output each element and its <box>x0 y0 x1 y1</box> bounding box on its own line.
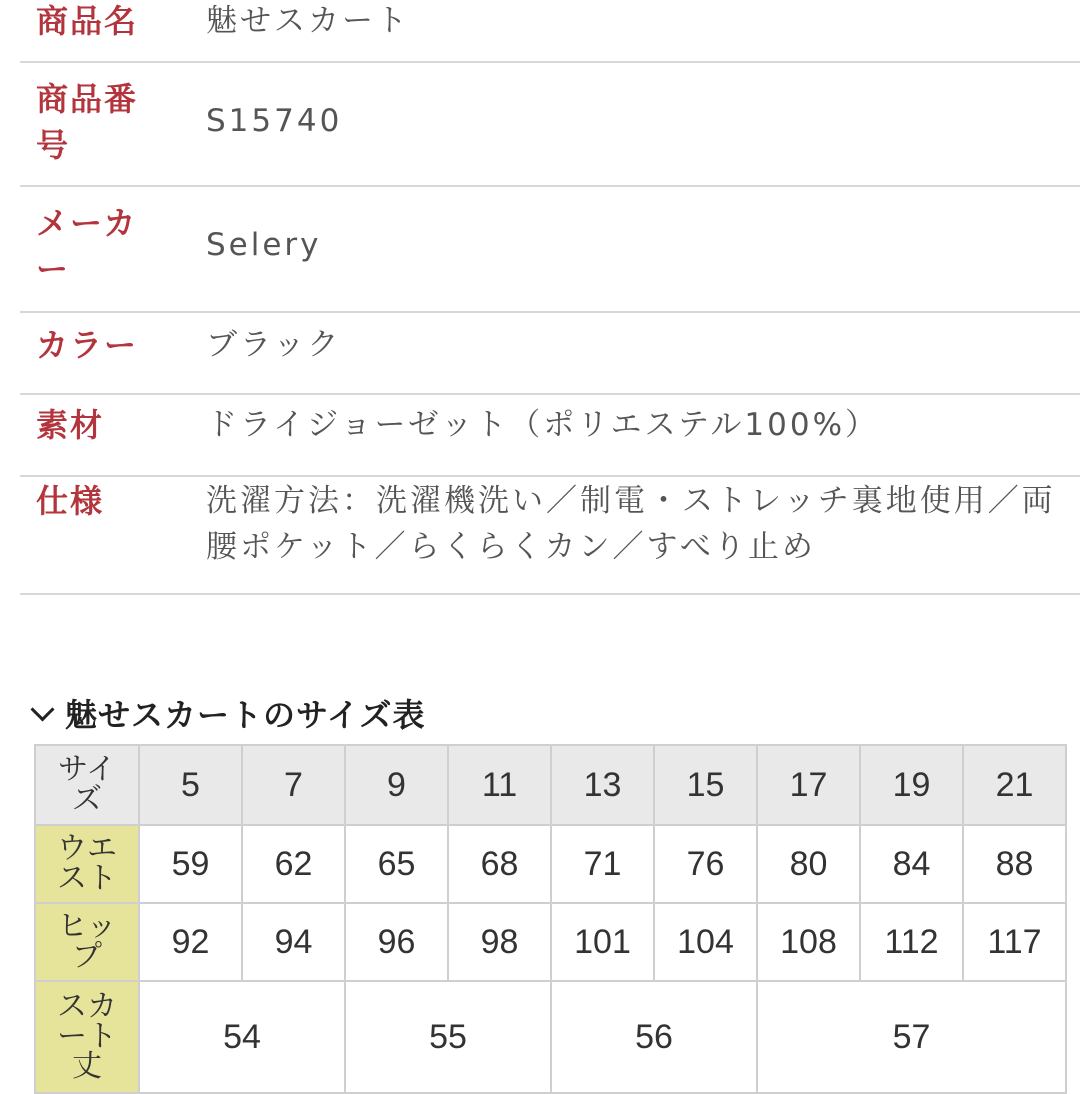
spec-value: ドライジョーゼット（ポリエステル100%） <box>206 407 880 443</box>
chevron-down-icon[interactable] <box>30 697 54 721</box>
size-table <box>34 744 1067 1094</box>
skirt-length-row <box>35 981 1066 1093</box>
size-cell: 21 <box>963 745 1066 825</box>
spec-row-product-name <box>20 0 1080 63</box>
hip-cell: 98 <box>448 903 551 981</box>
hip-cell: 92 <box>139 903 242 981</box>
spec-value: S15740 <box>206 103 343 139</box>
size-cell: 15 <box>654 745 757 825</box>
spec-value: 洗濯方法：洗濯機洗い／制電・ストレッチ裏地使用／両腰ポケット／らくらくカン／すべり止め <box>206 483 1056 565</box>
row-header-waist: ウエスト <box>35 825 139 903</box>
row-header-hip: ヒップ <box>35 903 139 981</box>
size-cell: 13 <box>551 745 654 825</box>
waist-cell: 71 <box>551 825 654 903</box>
waist-cell: 68 <box>448 825 551 903</box>
row-header-size: サイズ <box>35 745 139 825</box>
size-header-row <box>35 745 1066 825</box>
waist-row <box>35 825 1066 903</box>
waist-cell: 62 <box>242 825 345 903</box>
skirt-length-cell: 57 <box>757 981 1066 1093</box>
hip-cell: 94 <box>242 903 345 981</box>
hip-cell: 96 <box>345 903 448 981</box>
size-cell: 9 <box>345 745 448 825</box>
spec-label: 商品番号 <box>36 80 139 164</box>
spec-value: Selery <box>206 227 322 263</box>
spec-label: カラー <box>36 326 139 364</box>
waist-cell: 65 <box>345 825 448 903</box>
size-cell: 11 <box>448 745 551 825</box>
spec-label: メーカー <box>36 204 138 288</box>
spec-value: 魅せスカート <box>206 3 410 39</box>
hip-cell: 108 <box>757 903 860 981</box>
skirt-length-cell: 56 <box>551 981 757 1093</box>
waist-cell: 76 <box>654 825 757 903</box>
skirt-length-cell: 55 <box>345 981 551 1093</box>
hip-row <box>35 903 1066 981</box>
size-cell: 5 <box>139 745 242 825</box>
waist-cell: 80 <box>757 825 860 903</box>
waist-cell: 88 <box>963 825 1066 903</box>
hip-cell: 112 <box>860 903 963 981</box>
hip-cell: 101 <box>551 903 654 981</box>
spec-label: 商品名 <box>36 2 139 40</box>
size-table-title: 魅せスカートのサイズ表 <box>65 696 426 734</box>
hip-cell: 117 <box>963 903 1066 981</box>
waist-cell: 84 <box>860 825 963 903</box>
size-cell: 17 <box>757 745 860 825</box>
row-header-skirt-length: スカート丈 <box>35 981 139 1093</box>
size-cell: 7 <box>242 745 345 825</box>
size-table-heading[interactable] <box>34 690 425 736</box>
spec-label: 素材 <box>36 406 105 444</box>
skirt-length-cell: 54 <box>139 981 345 1093</box>
spec-value: ブラック <box>206 327 342 363</box>
size-cell: 19 <box>860 745 963 825</box>
hip-cell: 104 <box>654 903 757 981</box>
spec-label: 仕様 <box>36 482 105 520</box>
waist-cell: 59 <box>139 825 242 903</box>
